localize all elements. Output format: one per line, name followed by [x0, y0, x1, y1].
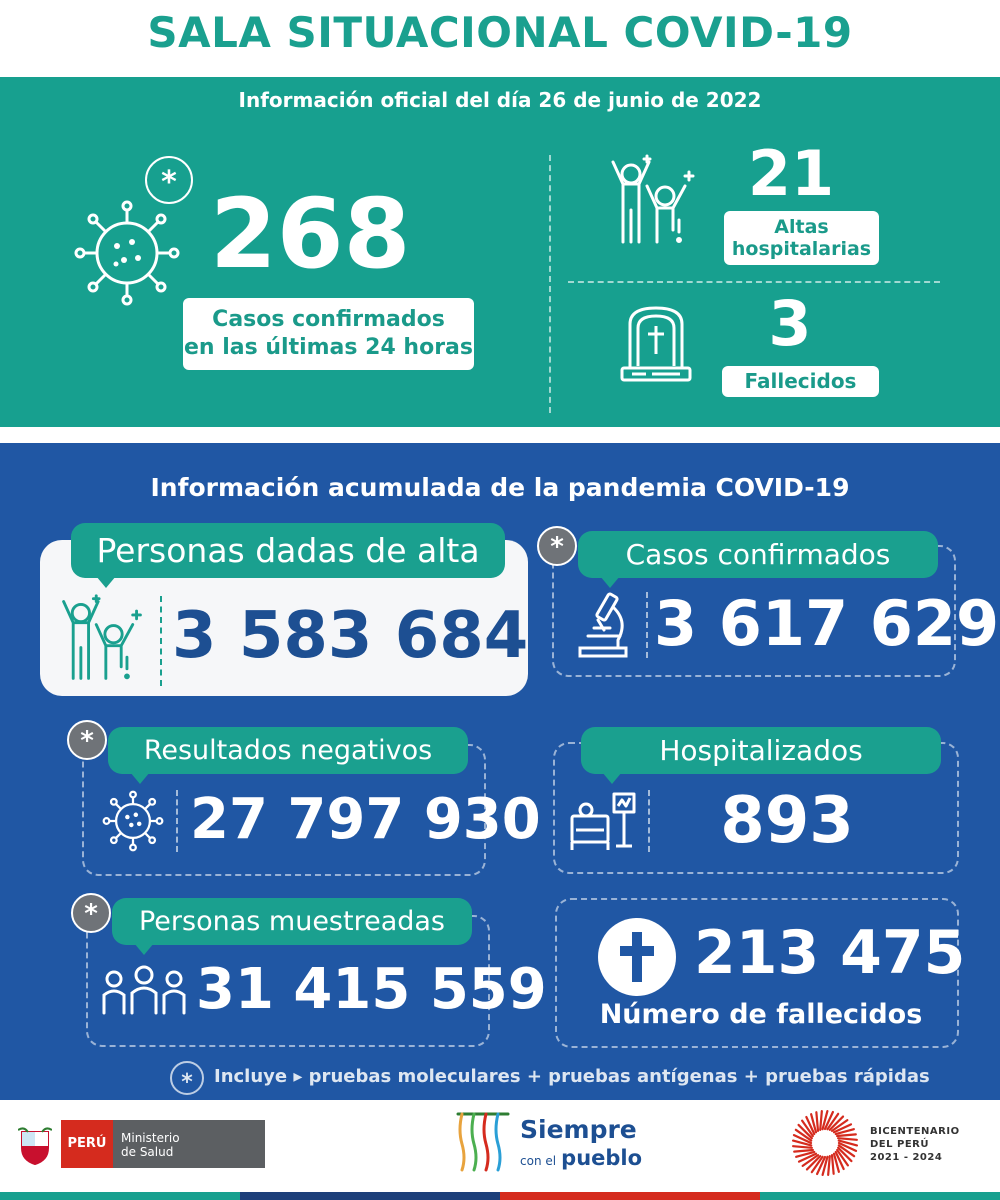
- asterisk-badge: *: [145, 156, 193, 204]
- discharged-divider: [160, 596, 162, 686]
- bottom-bar-red: [500, 1192, 760, 1200]
- daily-cases-label: [183, 298, 474, 370]
- hospitalized-value: 893: [720, 784, 854, 858]
- discharged-label: Personas dadas de alta: [71, 523, 505, 578]
- peru-coat-of-arms-icon: [18, 1126, 52, 1166]
- bicentenario-line3: 2021 - 2024: [870, 1152, 943, 1163]
- discharged-value: 3 583 684: [172, 599, 529, 673]
- sampled-label-pointer: [134, 943, 154, 955]
- asterisk-badge: *: [71, 893, 111, 933]
- people-group-icon: [100, 963, 188, 1017]
- microscope-icon: [574, 590, 630, 660]
- daily-discharges-label-line2: hospitalarias: [731, 238, 872, 260]
- confirmed-label-pointer: [600, 576, 620, 588]
- sampled-value: 31 415 559: [196, 957, 547, 1022]
- celebrating-people-icon: [52, 590, 152, 686]
- asterisk-badge: *: [537, 526, 577, 566]
- daily-discharges-label-line1: Altas: [774, 216, 829, 238]
- bottom-bar-navy: [240, 1192, 500, 1200]
- confirmed-label: Casos confirmados: [578, 531, 938, 578]
- bicentenario-text: [870, 1125, 960, 1164]
- deaths-value: 213 475: [694, 918, 966, 988]
- asterisk-badge: *: [67, 720, 107, 760]
- daily-deaths-value: 3: [768, 287, 812, 360]
- cumulative-subtitle: Información acumulada de la pandemia COVID-19: [150, 473, 850, 502]
- celebrating-people-icon: [603, 150, 703, 250]
- slogan-line2: [520, 1146, 642, 1170]
- virus-icon: [102, 790, 164, 852]
- peru-logo: PERÚ: [61, 1120, 113, 1168]
- discharged-label-pointer: [96, 576, 116, 588]
- daily-discharges-label: [724, 211, 879, 265]
- hospital-bed-icon: [568, 786, 640, 856]
- asterisk-badge: *: [170, 1061, 204, 1095]
- deaths-label: Número de fallecidos: [599, 999, 923, 1030]
- page-title: SALA SITUACIONAL COVID-19: [147, 8, 853, 57]
- tombstone-icon: [618, 302, 694, 386]
- daily-cases-label-line2: en las últimas 24 horas: [183, 335, 473, 360]
- daily-horizontal-divider: [568, 281, 940, 283]
- daily-subtitle: Información oficial del día 26 de junio de 2022: [238, 88, 762, 112]
- negative-divider: [176, 790, 178, 852]
- bicentenario-line2: DEL PERÚ: [870, 1139, 929, 1150]
- siempre-logo-icon: [452, 1110, 514, 1172]
- negative-value: 27 797 930: [190, 787, 541, 852]
- bicentenario-line1: BICENTENARIO: [870, 1126, 960, 1137]
- sampled-label: Personas muestreadas: [112, 898, 472, 945]
- ministry-line1: Ministerio: [121, 1131, 180, 1145]
- confirmed-value: 3 617 629: [654, 587, 1000, 660]
- daily-deaths-label: Fallecidos: [722, 366, 879, 397]
- confirmed-divider: [646, 592, 648, 658]
- daily-discharges-value: 21: [747, 137, 835, 210]
- daily-cases-value: 268: [210, 178, 411, 290]
- bicentenario-emblem-icon: [790, 1108, 860, 1178]
- footnote: Incluye ▸ pruebas moleculares + pruebas antígenas + pruebas rápidas: [214, 1066, 930, 1087]
- negative-label-pointer: [130, 772, 150, 784]
- slogan-big: pueblo: [561, 1146, 643, 1170]
- daily-cases-label-line1: Casos confirmados: [212, 307, 445, 332]
- ministry-logo: [113, 1120, 265, 1168]
- hospitalized-label: Hospitalizados: [581, 727, 941, 774]
- cross-icon: [598, 918, 676, 996]
- slogan-small: con el: [520, 1154, 557, 1168]
- ministry-line2: de Salud: [121, 1145, 174, 1159]
- daily-divider: [549, 155, 551, 413]
- hospitalized-label-pointer: [602, 772, 622, 784]
- bottom-bar-teal-2: [760, 1192, 1000, 1200]
- hospitalized-divider: [648, 790, 650, 852]
- bottom-bar-teal: [0, 1192, 240, 1200]
- slogan-line1: Siempre: [520, 1115, 637, 1144]
- virus-icon: [72, 198, 182, 308]
- negative-label: Resultados negativos: [108, 727, 468, 774]
